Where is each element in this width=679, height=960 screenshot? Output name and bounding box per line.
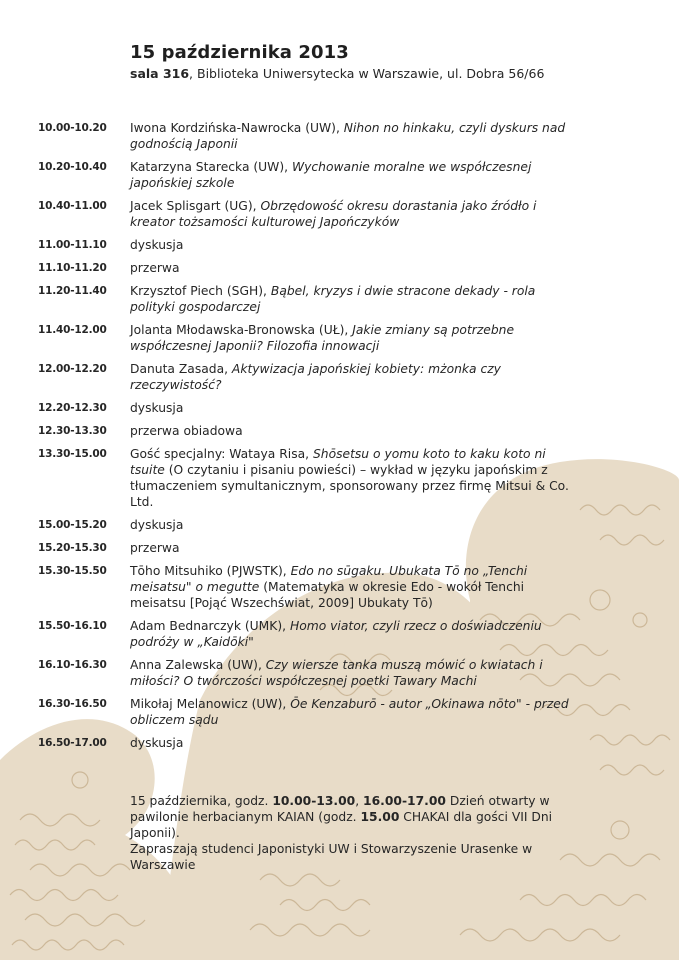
- footer-time-1: 10.00-13.00: [272, 794, 356, 808]
- schedule-time: 15.00-15.20: [38, 519, 107, 531]
- talk-title: Wychowanie moralne we współczesnej japońskiej szkole: [130, 160, 532, 190]
- schedule-row: [0, 260, 679, 276]
- schedule-description: [130, 657, 582, 689]
- talk-title: Obrzędowość okresu dorastania jako źródło i kreator tożsamości kulturowej Japończyków: [130, 199, 537, 229]
- schedule-description: [130, 517, 582, 533]
- speaker: Jacek Splisgart (UG),: [130, 199, 261, 213]
- speaker: dyskusja: [130, 518, 184, 532]
- talk-title: Shōsetsu o yomu koto to kaku koto ni tsuite: [130, 447, 546, 477]
- schedule-row: [0, 159, 679, 191]
- schedule-description: [130, 735, 582, 751]
- speaker: dyskusja: [130, 736, 184, 750]
- schedule-row: [0, 618, 679, 650]
- schedule-time: 11.40-12.00: [38, 324, 107, 336]
- schedule-row: [0, 735, 679, 751]
- schedule-description: [130, 540, 582, 556]
- talk-note: (O czytaniu i pisaniu powieści) – wykład w języku japońskim z tłumaczeniem symultanicznym, sponsorowany przez firmę Mitsui & Co. Ltd.: [130, 463, 569, 509]
- speaker: przerwa: [130, 541, 180, 555]
- schedule-row: [0, 423, 679, 439]
- speaker: dyskusja: [130, 401, 184, 415]
- schedule-description: [130, 283, 582, 315]
- speaker: Mikołaj Melanowicz (UW),: [130, 697, 291, 711]
- schedule-time: 11.00-11.10: [38, 239, 107, 251]
- schedule-row: [0, 400, 679, 416]
- schedule-time: 10.20-10.40: [38, 161, 107, 173]
- speaker: Danuta Zasada,: [130, 362, 232, 376]
- speaker: Iwona Kordzińska-Nawrocka (UW),: [130, 121, 344, 135]
- schedule-description: [130, 361, 582, 393]
- schedule-time: 15.20-15.30: [38, 542, 107, 554]
- talk-title: Aktywizacja japońskiej kobiety: mżonka czy rzeczywistość?: [130, 362, 501, 392]
- schedule-row: [0, 517, 679, 533]
- footer-time-2: 16.00-17.00: [363, 794, 446, 808]
- schedule-time: 10.00-10.20: [38, 122, 107, 134]
- footer-text-3: Dzień otwarty w pawilonie herbacianym KAIAN (godz.: [130, 794, 550, 824]
- event-date-title: 15 października 2013: [130, 42, 349, 63]
- footer-text-2: ,: [355, 794, 364, 808]
- schedule-row: [0, 696, 679, 728]
- schedule-description: [130, 423, 582, 439]
- schedule-time: 11.20-11.40: [38, 285, 107, 297]
- speaker: Anna Zalewska (UW),: [130, 658, 266, 672]
- schedule-list: [0, 120, 679, 758]
- schedule-description: [130, 618, 582, 650]
- schedule-time: 16.30-16.50: [38, 698, 107, 710]
- schedule-row: [0, 198, 679, 230]
- schedule-description: [130, 198, 582, 230]
- footer-text-4: CHAKAI dla gości VII Dni Japonii).: [130, 810, 553, 840]
- schedule-description: [130, 260, 582, 276]
- schedule-time: 16.50-17.00: [38, 737, 107, 749]
- schedule-time: 12.00-12.20: [38, 363, 107, 375]
- schedule-time: 10.40-11.00: [38, 200, 107, 212]
- speaker: Tōho Mitsuhiko (PJWSTK),: [130, 564, 291, 578]
- schedule-row: [0, 540, 679, 556]
- schedule-description: [130, 159, 582, 191]
- venue-address: , Biblioteka Uniwersytecka w Warszawie, ul. Dobra 56/66: [189, 66, 545, 81]
- talk-title: Edo no sūgaku. Ubukata Tō no „Tenchi meisatsu" o megutte: [130, 564, 528, 594]
- schedule-row: [0, 283, 679, 315]
- footer-text-1: 15 października, godz.: [130, 794, 273, 808]
- schedule-time: 15.30-15.50: [38, 565, 107, 577]
- schedule-row: [0, 563, 679, 611]
- schedule-description: [130, 563, 582, 611]
- speaker: Katarzyna Starecka (UW),: [130, 160, 292, 174]
- talk-title: Czy wiersze tanka muszą mówić o kwiatach i miłości? O twórczości współczesnej poetki Tawary Machi: [130, 658, 543, 688]
- talk-title: Homo viator, czyli rzecz o doświadczeniu podróży w „Kaidōki": [130, 619, 542, 649]
- footer-time-3: 15.00: [360, 810, 400, 824]
- schedule-time: 12.20-12.30: [38, 402, 107, 414]
- talk-title: Nihon no hinkaku, czyli dyskurs nad godnością Japonii: [130, 121, 566, 151]
- talk-title: Jakie zmiany są potrzebne współczesnej Japonii? Filozofia innowacji: [130, 323, 515, 353]
- schedule-row: [0, 237, 679, 253]
- schedule-description: [130, 237, 582, 253]
- schedule-time: 13.30-15.00: [38, 448, 107, 460]
- talk-title: Ōe Kenzaburō - autor „Okinawa nōto" - przed obliczem sądu: [130, 697, 569, 727]
- schedule-row: [0, 120, 679, 152]
- speaker: dyskusja: [130, 238, 184, 252]
- speaker: przerwa obiadowa: [130, 424, 243, 438]
- speaker: Gość specjalny: Wataya Risa,: [130, 447, 313, 461]
- schedule-description: [130, 400, 582, 416]
- speaker: Jolanta Młodawska-Bronowska (UŁ),: [130, 323, 353, 337]
- footer-organizers: Zapraszają studenci Japonistyki UW i Stowarzyszenie Urasenke w Warszawie: [130, 842, 533, 872]
- speaker: przerwa: [130, 261, 180, 275]
- talk-note: (Matematyka w okresie Edo - wokół Tenchi meisatsu [Pojąć Wszechświat, 2009] Ubukaty Tō): [130, 580, 525, 610]
- schedule-row: [0, 446, 679, 510]
- footer-note: [130, 793, 600, 873]
- schedule-time: 11.10-11.20: [38, 262, 107, 274]
- schedule-row: [0, 322, 679, 354]
- venue-room: sala 316: [130, 66, 190, 81]
- schedule-time: 15.50-16.10: [38, 620, 107, 632]
- schedule-description: [130, 446, 582, 510]
- talk-title: Bąbel, kryzys i dwie stracone dekady - rola polityki gospodarczej: [130, 284, 536, 314]
- schedule-row: [0, 657, 679, 689]
- schedule-row: [0, 361, 679, 393]
- schedule-description: [130, 120, 582, 152]
- venue-line: [130, 66, 544, 81]
- schedule-time: 16.10-16.30: [38, 659, 107, 671]
- speaker: Krzysztof Piech (SGH),: [130, 284, 271, 298]
- schedule-time: 12.30-13.30: [38, 425, 107, 437]
- schedule-description: [130, 696, 582, 728]
- speaker: Adam Bednarczyk (UMK),: [130, 619, 290, 633]
- schedule-description: [130, 322, 582, 354]
